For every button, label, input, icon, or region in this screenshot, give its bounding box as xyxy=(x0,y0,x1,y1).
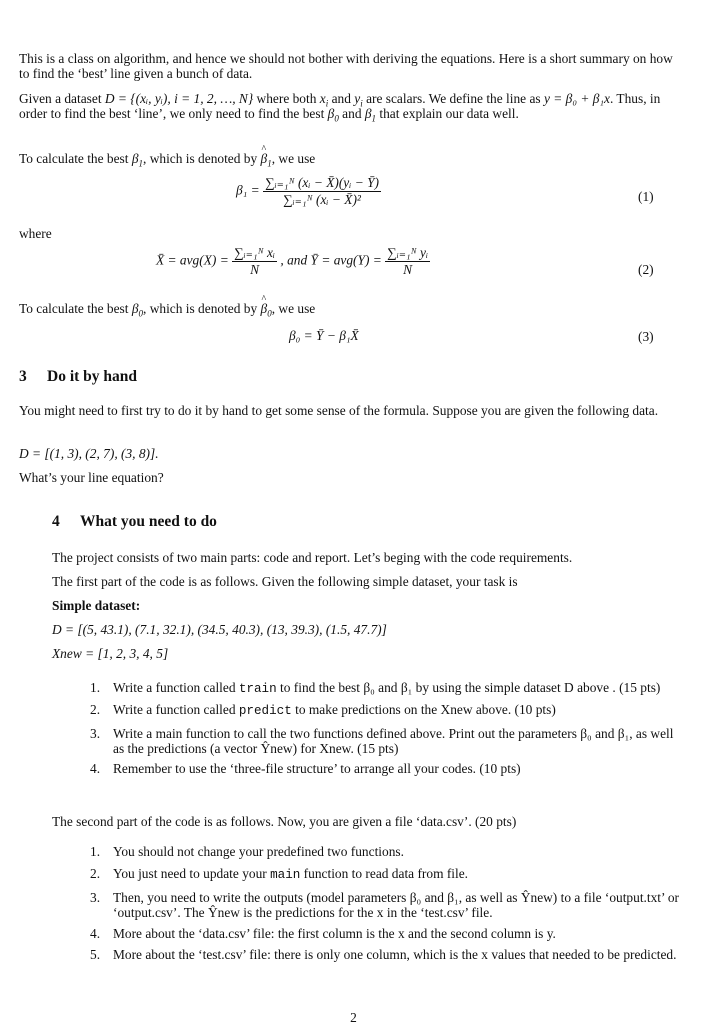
list-item: 4. More about the ‘data.csv’ file: the first column is the x and the second column is y. xyxy=(90,926,556,941)
intro-paragraph-1: This is a class on algorithm, and hence we should not bother with deriving the equations. Here is a short summary on how to find the ‘best’ line given a bunch of data. xyxy=(19,51,673,81)
equation-3: β₀ = Ȳ − β₁X̄ xyxy=(289,328,359,343)
section-4-paragraph-2: The first part of the code is as follows. Given the following simple dataset, your task is xyxy=(52,574,518,589)
list-item: 2. Write a function called predict to make predictions on the Xnew above. (10 pts) xyxy=(90,702,556,718)
code-part-2-list xyxy=(90,844,685,968)
simple-dataset-label: Simple dataset: xyxy=(52,598,141,613)
equation-1: β₁ = $\frac{\text{∑ᵢ₌₁ᴺ (xᵢ − X̄)(yᵢ − Ȳ)}}{\text{∑ᵢ₌₁ᴺ (xᵢ − X̄)²}}$ xyxy=(236,175,380,207)
equation-3-number: (3) xyxy=(638,329,654,344)
section-4-paragraph-3: The second part of the code is as follows. Now, you are given a file ‘data.csv’. (20 pts) xyxy=(52,814,517,829)
list-item: 5. More about the ‘test.csv’ file: there is only one column, which is the x values that needed to be predicted. xyxy=(90,947,677,962)
line-definition-math: y = β₀ + β₁x xyxy=(543,91,610,106)
intro-paragraph-4: To calculate the best $\beta_0$, which is denoted by ^ $\beta_0$, we use xyxy=(19,301,679,316)
code-part-1-list xyxy=(90,680,685,782)
section-4-heading: 4 What you need to do xyxy=(52,513,217,530)
list-item: 2. You just need to update your main function to read data from file. xyxy=(90,866,469,882)
simple-dataset: D = [(5, 43.1), (7.1, 32.1), (34.5, 40.3), (13, 39.3), (1.5, 47.7)] xyxy=(52,622,387,637)
equation-2-number: (2) xyxy=(638,262,654,277)
page-number: 2 xyxy=(350,1010,357,1025)
where-label: where xyxy=(19,226,52,241)
section-3-data: D = [(1, 3), (2, 7), (3, 8)]. xyxy=(19,446,159,461)
intro-paragraph-3: To calculate the best $\beta_1$, which is denoted by ^ $\beta_1$, we use xyxy=(19,151,679,166)
dataset-definition-math: D = {(xᵢ, yᵢ), i = 1, 2, …, N} xyxy=(104,91,254,106)
section-4-paragraph-1: The project consists of two main parts: code and report. Let’s beging with the code requirements. xyxy=(52,550,573,565)
list-item: 3. Then, you need to write the outputs (model parameters β₀ and β₁, as well as Ŷnew) to a file ‘output.txt’ or ‘output.csv’. The Ŷnew is the predictions for the x in the ‘test.csv’ file. xyxy=(90,890,679,920)
intro-paragraph-2: Given a dataset D = {(xᵢ, yᵢ), i = 1, 2, …, N} where both $x_i$ and $y_i$ are scalars. We define the line as y = β₀ + β₁x. Thus, in order to find the best ‘line’, we only need to find the best $\beta_0$ and $\beta_1$ that explain our data well. xyxy=(19,91,661,124)
list-item: 1. You should not change your predefined two functions. xyxy=(90,844,404,859)
section-3-paragraph: You might need to first try to do it by hand to get some sense of the formula. Suppose you are given the following data. xyxy=(19,403,659,418)
list-item: 3. Write a main function to call the two functions defined above. Print out the parameters β₀ and β₁, as well as the predictions (a vector Ŷnew) for Xnew. (15 pts) xyxy=(90,726,674,756)
list-item: 1. Write a function called train to find the best β₀ and β₁ by using the simple dataset D above . (15 pts) xyxy=(90,680,661,696)
list-item: 4. Remember to use the ‘three-file structure’ to arrange all your codes. (10 pts) xyxy=(90,761,521,776)
section-3-question: What’s your line equation? xyxy=(19,470,164,485)
equation-1-number: (1) xyxy=(638,189,654,204)
equation-2: X̄ = avg(X) = $\frac{\text{∑ᵢ₌₁ᴺ xᵢ}}{N}$ , and Ȳ = avg(Y) = $\frac{\text{∑ᵢ₌₁ᴺ yᵢ}}{N}$ xyxy=(156,245,429,277)
section-3-heading: 3 Do it by hand xyxy=(19,368,138,385)
xnew-values: Xnew = [1, 2, 3, 4, 5] xyxy=(52,646,169,661)
